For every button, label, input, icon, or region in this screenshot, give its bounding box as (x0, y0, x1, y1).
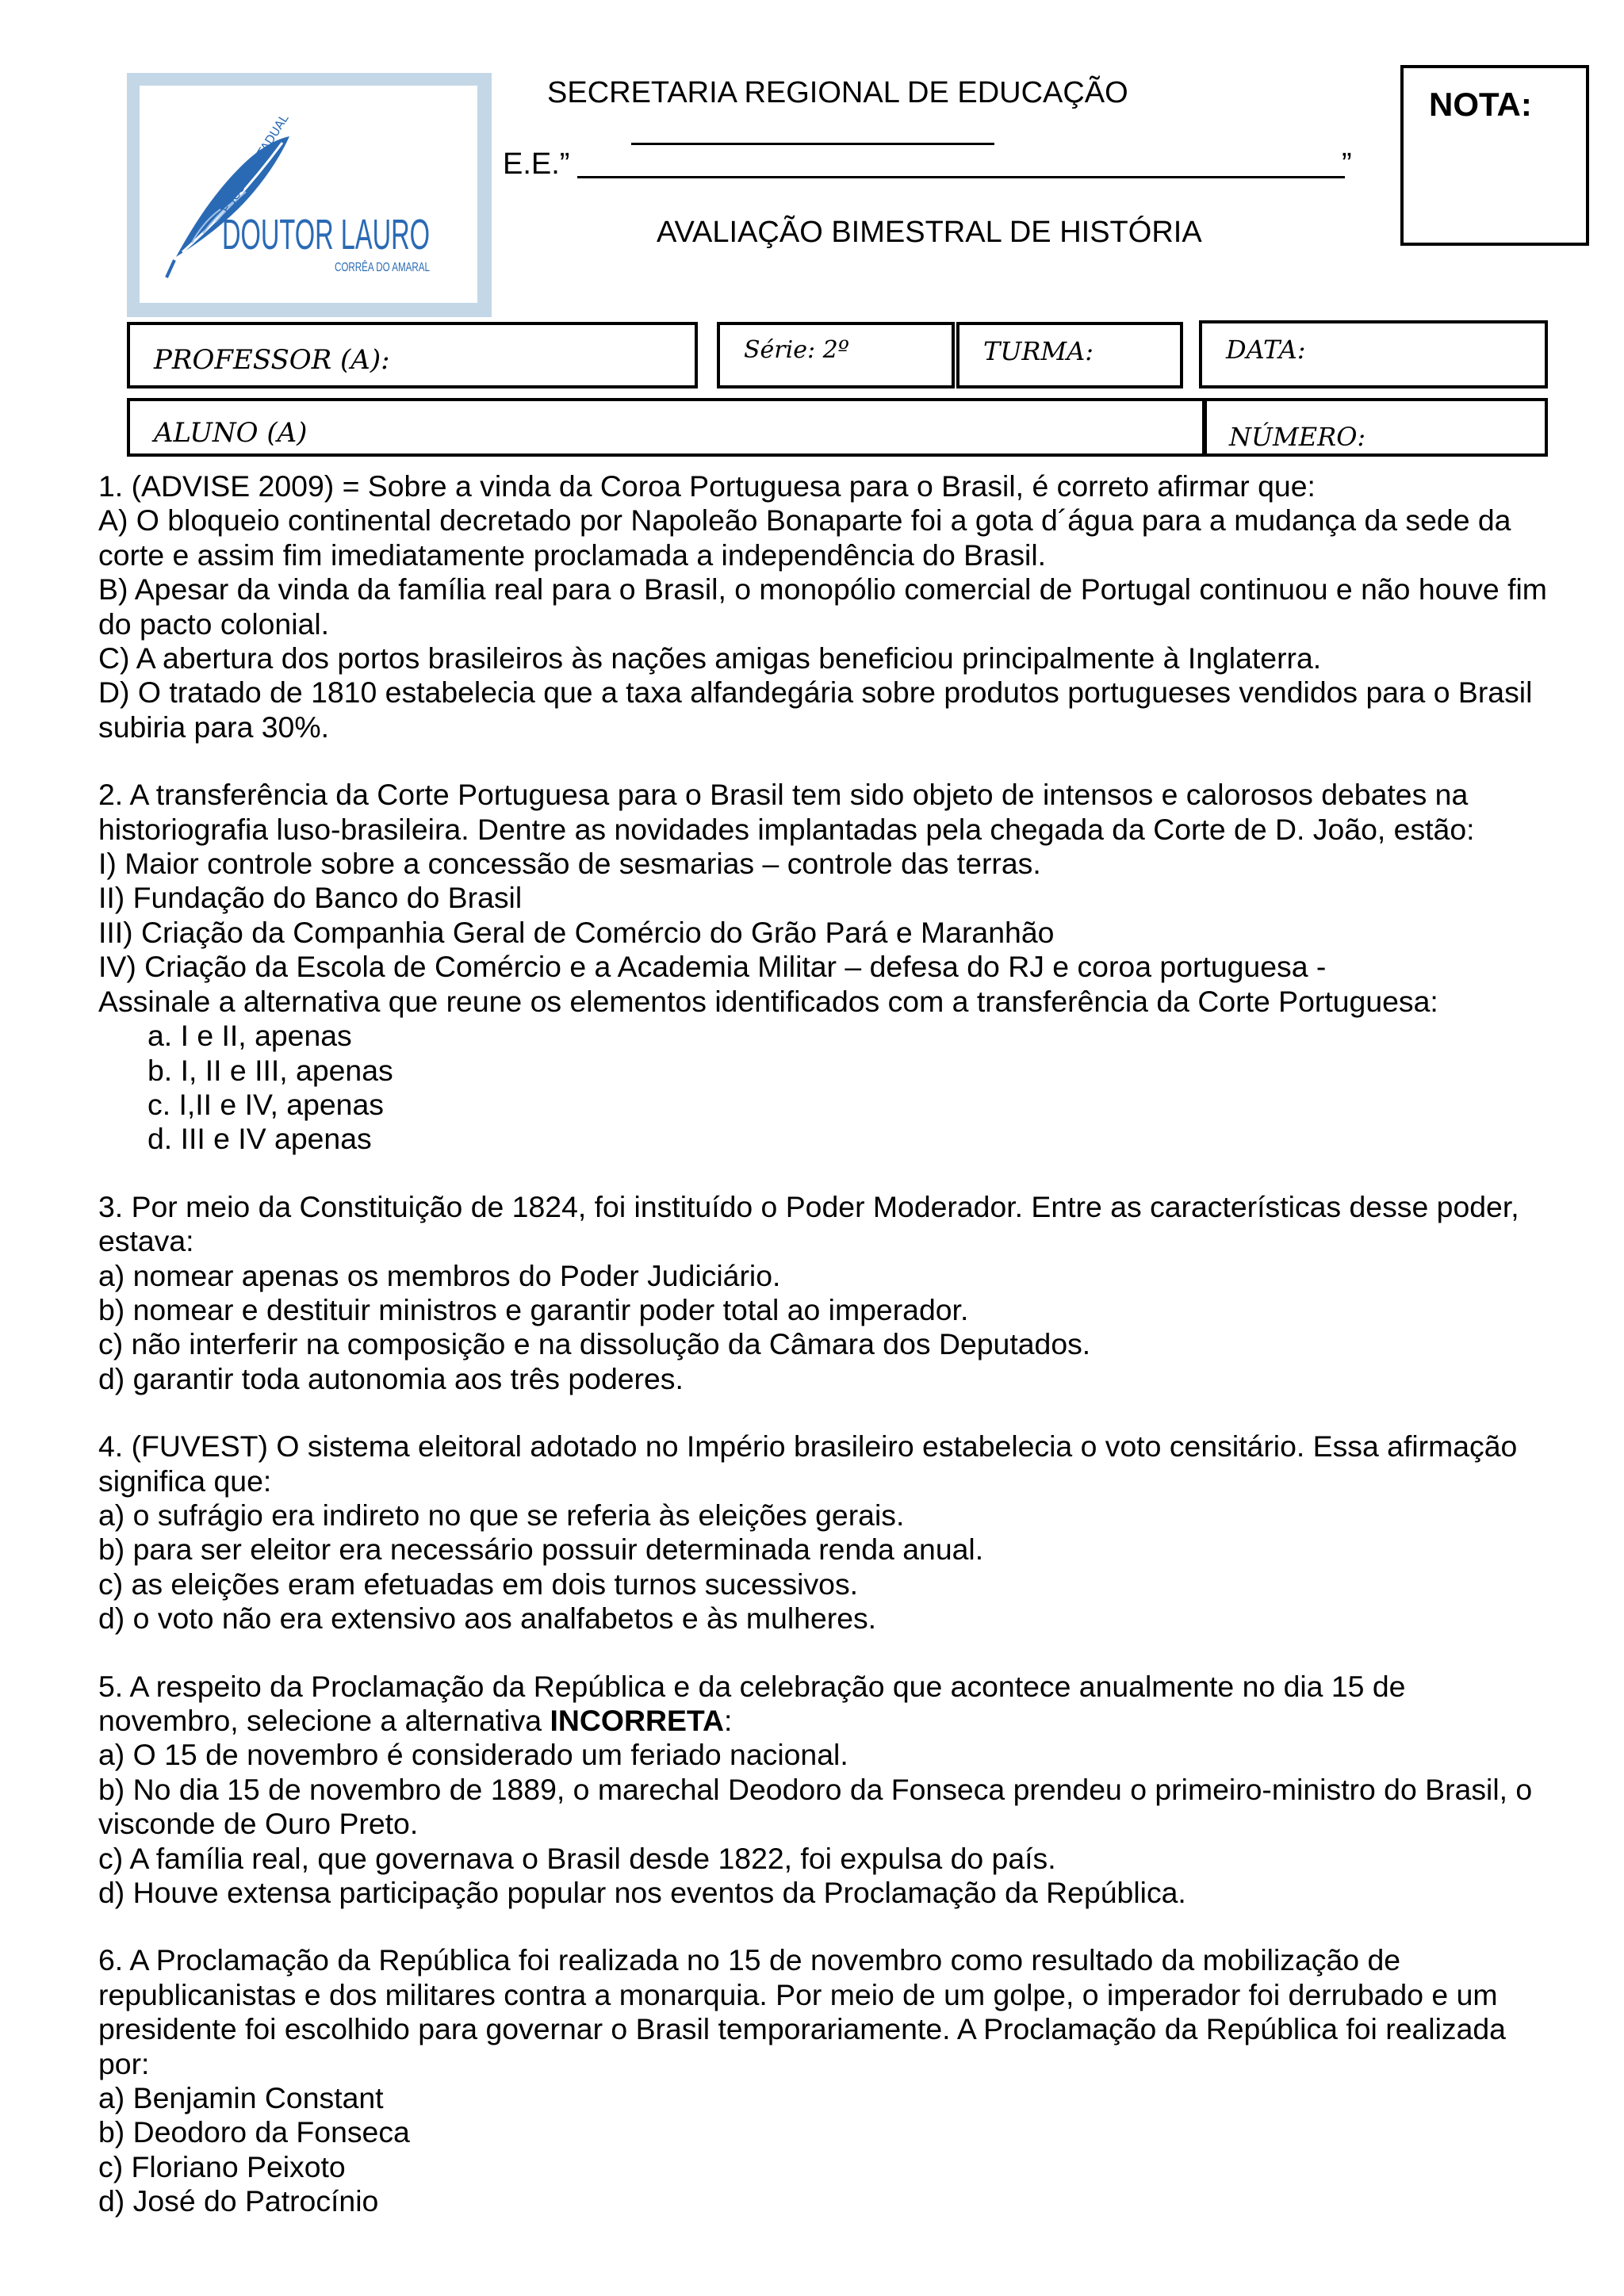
q6-option-b[interactable]: b) Deodoro da Fonseca (98, 2115, 410, 2149)
q3-stem: 3. Por meio da Constituição de 1824, foi instituído o Poder Moderador. Entre as características desse poder, estava: (98, 1189, 1519, 1258)
serie-field[interactable] (717, 322, 955, 388)
q2-item-3: III) Criação da Companhia Geral de Comércio do Grão Pará e Maranhão (98, 915, 1055, 949)
q2-option-c[interactable]: c. I,II e IV, apenas (147, 1087, 384, 1121)
q5-stem-colon: : (724, 1704, 733, 1737)
q2-option-d[interactable]: d. III e IV apenas (147, 1122, 372, 1156)
q6-stem: 6. A Proclamação da República foi realizada no 15 de novembro como resultado da mobilização de republicanistas e dos militares contra a monarquia. Por meio de um golpe, o imperador foi derrubado e um presidente foi escolhido para governar o Brasil temporariamente. A Proclamação da República foi realizada por: (98, 1943, 1506, 2080)
school-logo (127, 73, 492, 317)
logo-line1: ESCOLA ESTADUAL (219, 111, 292, 216)
grade-box[interactable] (1400, 65, 1589, 246)
q1-stem: 1. (ADVISE 2009) = Sobre a vinda da Coroa Portuguesa para o Brasil, é correto afirmar que: (98, 469, 1316, 503)
logo-line2: DOUTOR LAURO (222, 211, 430, 258)
turma-label: TURMA: (983, 336, 1094, 366)
question-1 (98, 469, 1549, 744)
q5-option-d[interactable]: d) Houve extensa participação popular nos eventos da Proclamação da República. (98, 1876, 1186, 1910)
numero-field[interactable] (1202, 398, 1548, 457)
q4-option-c[interactable]: c) as eleições eram efetuadas em dois turnos sucessivos. (98, 1567, 859, 1601)
question-3 (98, 1190, 1549, 1396)
q2-instruction: Assinale a alternativa que reune os elementos identificados com a transferência da Corte Portuguesa: (98, 984, 1438, 1018)
q2-option-b[interactable]: b. I, II e III, apenas (147, 1053, 393, 1087)
q2-option-a[interactable]: a. I e II, apenas (147, 1019, 352, 1053)
turma-field[interactable] (956, 322, 1183, 388)
school-name-line[interactable] (577, 176, 1345, 178)
q1-option-a[interactable]: A) O bloqueio continental decretado por Napoleão Bonaparte foi a gota d´água para a mudança da sede da corte e assim fim imediatamente proclamada a independência do Brasil. (98, 503, 1511, 572)
q2-item-4: IV) Criação da Escola de Comércio e a Academia Militar – defesa do RJ e coroa portuguesa - (98, 950, 1327, 984)
q2-stem: 2. A transferência da Corte Portuguesa para o Brasil tem sido objeto de intensos e calorosos debates na historiografia luso-brasileira. Dentre as novidades implantadas pela chegada da Corte de D. João, estão: (98, 778, 1475, 846)
q3-option-b[interactable]: b) nomear e destituir ministros e garantir poder total ao imperador. (98, 1292, 969, 1326)
question-2 (98, 778, 1549, 1156)
q4-option-d[interactable]: d) o voto não era extensivo aos analfabetos e às mulheres. (98, 1601, 877, 1636)
professor-field[interactable] (127, 322, 698, 388)
q2-item-2: II) Fundação do Banco do Brasil (98, 881, 523, 915)
secretaria-title: SECRETARIA REGIONAL DE EDUCAÇÃO (547, 76, 1128, 109)
professor-label: PROFESSOR (A): (154, 344, 390, 376)
q6-option-d[interactable]: d) José do Patrocínio (98, 2184, 379, 2218)
grade-label: NOTA: (1429, 86, 1532, 123)
secretaria-underline (631, 143, 994, 145)
q4-option-b[interactable]: b) para ser eleitor era necessário possuir determinada renda anual. (98, 1533, 984, 1567)
data-field[interactable] (1199, 320, 1548, 388)
q3-option-c[interactable]: c) não interferir na composição e na dissolução da Câmara dos Deputados. (98, 1327, 1091, 1361)
logo-line3: CORRÊA DO AMARAL (335, 261, 466, 274)
question-6 (98, 1943, 1549, 2218)
q3-option-d[interactable]: d) garantir toda autonomia aos três poderes. (98, 1361, 684, 1395)
q1-option-b[interactable]: B) Apesar da vinda da família real para o Brasil, o monopólio comercial de Portugal continuou e não houve fim do pacto colonial. (98, 572, 1547, 641)
q5-stem-text: 5. A respeito da Proclamação da República e da celebração que acontece anualmente no dia 15 de novembro, selecione a alternativa (98, 1669, 1406, 1737)
q6-option-c[interactable]: c) Floriano Peixoto (98, 2149, 346, 2183)
q4-option-a[interactable]: a) o sufrágio era indireto no que se referia às eleições gerais. (98, 1498, 905, 1532)
aluno-field[interactable] (127, 398, 1207, 457)
q5-stem (98, 1670, 1549, 1739)
q4-stem: 4. (FUVEST) O sistema eleitoral adotado no Império brasileiro estabelecia o voto censitário. Essa afirmação significa que: (98, 1429, 1518, 1498)
question-5 (98, 1670, 1549, 1911)
q5-stem-emphasis: INCORRETA (550, 1704, 724, 1737)
questions (98, 469, 1549, 2219)
question-4 (98, 1429, 1549, 1636)
ee-prefix: E.E.” (503, 147, 570, 181)
numero-label: NÚMERO: (1229, 422, 1366, 452)
q1-option-d[interactable]: D) O tratado de 1810 estabelecia que a taxa alfandegária sobre produtos portugueses vendidos para o Brasil subiria para 30%. (98, 675, 1533, 744)
exam-title: AVALIAÇÃO BIMESTRAL DE HISTÓRIA (657, 216, 1202, 249)
q5-option-a[interactable]: a) O 15 de novembro é considerado um feriado nacional. (98, 1738, 848, 1772)
q6-option-a[interactable]: a) Benjamin Constant (98, 2081, 384, 2115)
q1-option-c[interactable]: C) A abertura dos portos brasileiros às nações amigas beneficiou principalmente à Inglaterra. (98, 641, 1322, 675)
q5-option-b[interactable]: b) No dia 15 de novembro de 1889, o marechal Deodoro da Fonseca prendeu o primeiro-ministro do Brasil, o visconde de Ouro Preto. (98, 1772, 1533, 1841)
quill-pen-icon (127, 73, 492, 317)
ee-suffix: ” (1342, 147, 1352, 181)
aluno-label: ALUNO (A) (154, 417, 308, 449)
q3-option-a[interactable]: a) nomear apenas os membros do Poder Judiciário. (98, 1258, 781, 1292)
q2-item-1: I) Maior controle sobre a concessão de sesmarias – controle das terras. (98, 847, 1041, 881)
q5-option-c[interactable]: c) A família real, que governava o Brasil desde 1822, foi expulsa do país. (98, 1841, 1056, 1875)
data-label: DATA: (1226, 335, 1306, 365)
serie-label: Série: 2º (744, 336, 849, 364)
